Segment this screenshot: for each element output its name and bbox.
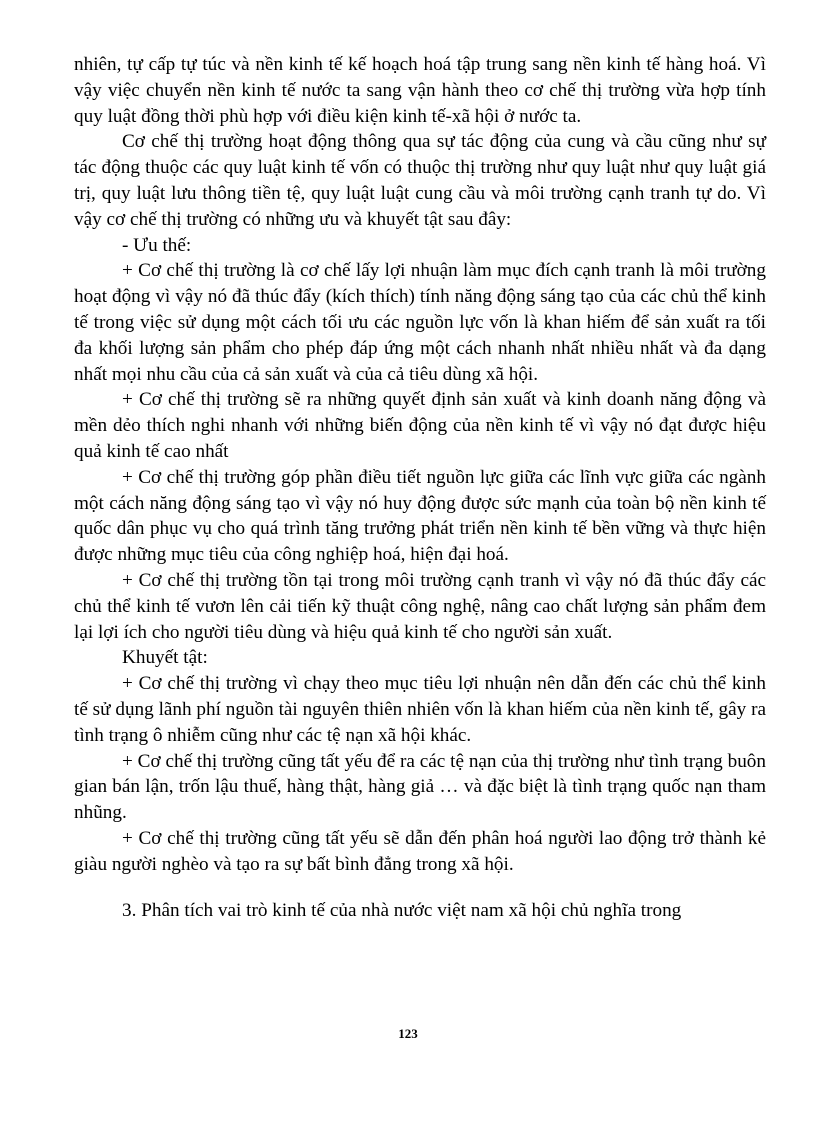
advantage-item-4: + Cơ chế thị trường tồn tại trong môi trường cạnh tranh vì vậy nó đã thúc đẩy các chủ thể kinh tế vươn lên cải tiến kỹ thuật công nghệ, nâng cao chất lượng sản phẩm đem lại lợi ích cho người tiêu dùng và hiệu quả kinh tế cho người sản xuất. xyxy=(74,569,766,643)
defect-item-2: + Cơ chế thị trường cũng tất yếu để ra các tệ nạn của thị trường như tình trạng buôn gian bán lận, trốn lậu thuế, hàng thật, hàng giả … và đặc biệt là tình trạng quốc nạn tham nhũng. xyxy=(74,750,766,824)
paragraph-gap xyxy=(74,878,766,898)
advantage-item-3: + Cơ chế thị trường góp phần điều tiết nguồn lực giữa các lĩnh vực giữa các ngành một cách năng động sáng tạo vì vậy nó huy động được sức mạnh của toàn bộ nền kinh tế quốc dân phục vụ cho quá trình tăng trưởng phát triển nền kinh tế bền vững và thực hiện được những mục tiêu của công nghiệp hoá, hiện đại hoá. xyxy=(74,466,766,566)
defect-item-1: + Cơ chế thị trường vì chạy theo mục tiêu lợi nhuận nên dẫn đến các chủ thể kinh tế sử dụng lãnh phí nguồn tài nguyên thiên nhiên vốn là khan hiếm của nền kinh tế, gây ra tình trạng ô nhiễm cũng như các tệ nạn xã hội khác. xyxy=(74,673,766,746)
document-body xyxy=(74,52,766,923)
paragraph-continuation: nhiên, tự cấp tự túc và nền kinh tế kế hoạch hoá tập trung sang nền kinh tế hàng hoá. Vì vậy việc chuyển nền kinh tế nước ta sang vận hành theo cơ chế thị trường vừa hợp tính quy luật đồng thời phù hợp với điều kiện kinh tế-xã hội ở nước ta. xyxy=(74,54,766,127)
heading-defects: Khuyết tật: xyxy=(122,647,208,669)
paragraph-market-mechanism: Cơ chế thị trường hoạt động thông qua sự tác động của cung và cầu cũng như sự tác động thuộc các quy luật kinh tế vốn có thuộc thị trường như quy luật như quy luật giá trị, quy luật lưu thông tiền tệ, quy luật luật cung cầu và môi trường cạnh tranh tự do. Vì vậy cơ chế thị trường có những ưu và khuyết tật sau đây: xyxy=(74,131,766,230)
advantage-item-2: + Cơ chế thị trường sẽ ra những quyết định sản xuất và kinh doanh năng động và mền dẻo thích nghi nhanh với những biến động của nền kinh tế vì vậy nó đạt được hiệu quả kinh tế cao nhất xyxy=(74,389,766,462)
heading-advantages: - Ưu thế: xyxy=(122,234,192,256)
advantage-item-1: + Cơ chế thị trường là cơ chế lấy lợi nhuận làm mục đích cạnh tranh là môi trường hoạt động vì vậy nó đã thúc đẩy (kích thích) tính năng động sáng tạo của các chủ thể kinh tế trong việc sử dụng một cách tối ưu các nguồn lực vốn là khan hiếm để sản xuất ra tối đa khối lượng sản phẩm cho phép đáp ứng một cách nhanh nhất nhiều nhất và đa dạng nhất mọi nhu cầu của cả sản xuất và của cả tiêu dùng xã hội. xyxy=(74,260,766,385)
section-heading-3: 3. Phân tích vai trò kinh tế của nhà nước việt nam xã hội chủ nghĩa trong xyxy=(122,899,682,921)
defect-item-3: + Cơ chế thị trường cũng tất yếu sẽ dẫn đến phân hoá người lao động trở thành kẻ giàu người nghèo và tạo ra sự bất bình đẳng trong xã hội. xyxy=(74,827,766,875)
page-number: 123 xyxy=(398,1026,418,1041)
